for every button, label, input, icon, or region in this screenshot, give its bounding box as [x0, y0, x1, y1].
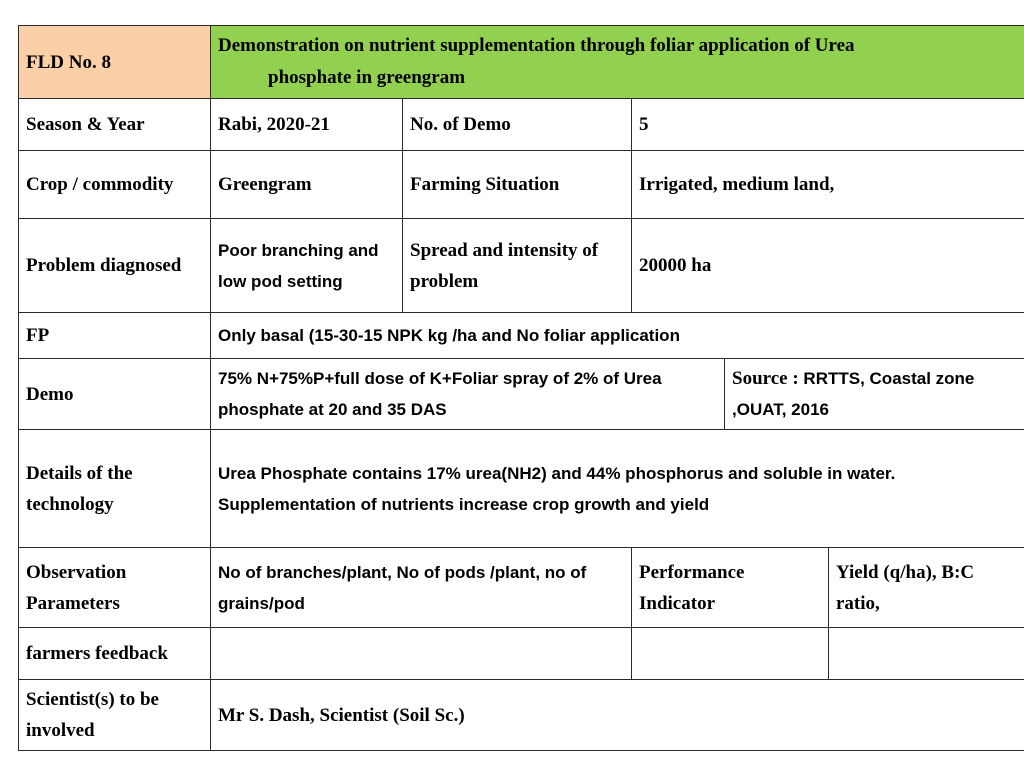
performance-indicator-value: Yield (q/ha), B:C ratio,	[829, 548, 1024, 628]
season-value: Rabi, 2020-21	[211, 99, 403, 151]
demo-source	[725, 359, 1024, 430]
fld-number: FLD No. 8	[19, 26, 211, 99]
details-value	[211, 430, 1024, 548]
demo-count-value: 5	[632, 99, 1024, 151]
feedback-row	[19, 628, 1024, 680]
fld-table	[18, 25, 1024, 751]
feedback-cell-2	[632, 628, 829, 680]
farming-situation-label: Farming Situation	[403, 151, 632, 219]
season-row	[19, 99, 1024, 151]
farming-situation-value: Irrigated, medium land,	[632, 151, 1024, 219]
crop-value: Greengram	[211, 151, 403, 219]
scientist-value: Mr S. Dash, Scientist (Soil Sc.)	[211, 680, 1024, 751]
details-row	[19, 430, 1024, 548]
fp-value: Only basal (15-30-15 NPK kg /ha and No foliar application	[211, 313, 1024, 359]
problem-row	[19, 219, 1024, 313]
season-label: Season & Year	[19, 99, 211, 151]
feedback-label: farmers feedback	[19, 628, 211, 680]
performance-indicator-label: Performance Indicator	[632, 548, 829, 628]
crop-label: Crop / commodity	[19, 151, 211, 219]
demo-count-label: No. of Demo	[403, 99, 632, 151]
demo-label: Demo	[19, 359, 211, 430]
source-label: Source :	[732, 368, 804, 389]
crop-row	[19, 151, 1024, 219]
spread-label: Spread and intensity of problem	[403, 219, 632, 313]
fld-title	[211, 26, 1024, 99]
details-line1: Urea Phosphate contains 17% urea(NH2) and 44% phosphorus and soluble in water.	[218, 463, 896, 483]
scientist-row	[19, 680, 1024, 751]
observation-label: Observation Parameters	[19, 548, 211, 628]
source-value: RRTTS, Coastal zone ,OUAT, 2016	[732, 369, 975, 419]
details-label: Details of the technology	[19, 430, 211, 548]
details-line2: Supplementation of nutrients increase crop growth and yield	[218, 494, 710, 514]
fld-title-line1: Demonstration on nutrient supplementation through foliar application of Urea	[218, 35, 855, 56]
problem-value: Poor branching and low pod setting	[211, 219, 403, 313]
demo-row	[19, 359, 1024, 430]
fld-title-line2: phosphate in greengram	[268, 67, 466, 88]
observation-value: No of branches/plant, No of pods /plant, no of grains/pod	[211, 548, 632, 628]
fp-row	[19, 313, 1024, 359]
spread-value: 20000 ha	[632, 219, 1024, 313]
demo-value: 75% N+75%P+full dose of K+Foliar spray of 2% of Urea phosphate at 20 and 35 DAS	[211, 359, 725, 430]
fp-label: FP	[19, 313, 211, 359]
feedback-cell-3	[829, 628, 1024, 680]
header-row	[19, 26, 1024, 99]
observation-row	[19, 548, 1024, 628]
problem-label: Problem diagnosed	[19, 219, 211, 313]
feedback-cell-1	[211, 628, 632, 680]
scientist-label: Scientist(s) to be involved	[19, 680, 211, 751]
